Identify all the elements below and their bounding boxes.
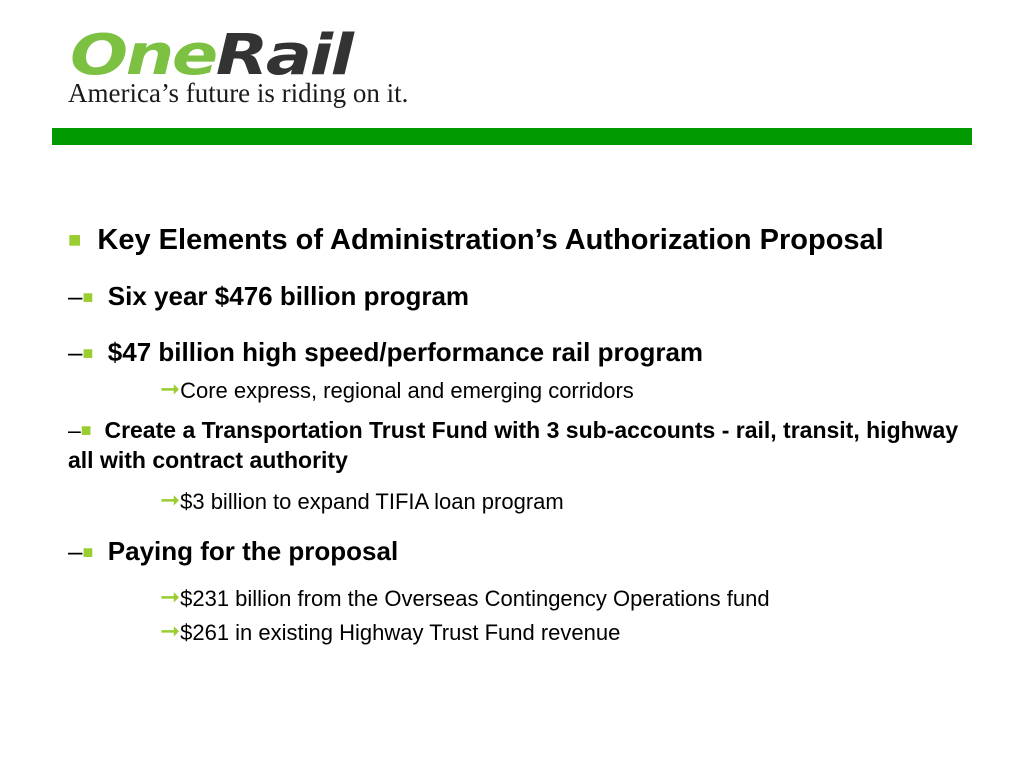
logo-wordmark (70, 23, 352, 88)
bullet-item-text: Six year $476 billion program (107, 281, 470, 311)
green-square-bullet-icon: ■ (80, 420, 92, 440)
sub-bullet-item-text: $3 billion to expand TIFIA loan program (180, 489, 564, 514)
green-square-bullet-icon: ■ (82, 542, 94, 562)
dash-icon: – (68, 417, 81, 443)
sub-bullet-item (160, 376, 968, 405)
dash-icon: – (68, 337, 83, 367)
header-divider (52, 128, 972, 145)
green-arrow-icon: ➞ (160, 618, 181, 645)
bullet-item (68, 280, 968, 313)
logo-wordmark-rail: Rail (215, 23, 352, 88)
sub-bullet-item (160, 584, 968, 613)
bullet-item-text: $47 billion high speed/performance rail program (107, 337, 704, 367)
green-arrow-icon: ➞ (160, 584, 181, 611)
bullet-item-text: Create a Transportation Trust Fund with 3 sub-accounts - rail, transit, highway all with contract authority (68, 417, 959, 473)
green-arrow-icon: ➞ (160, 376, 181, 403)
bullet-item (68, 415, 968, 475)
sub-bullet-item-text: $231 billion from the Overseas Contingency Operations fund (180, 586, 770, 611)
slide-heading (68, 222, 968, 258)
bullet-item (68, 336, 968, 369)
dash-icon: – (68, 281, 83, 311)
dash-icon: – (68, 536, 83, 566)
bullet-item-text: Paying for the proposal (107, 536, 399, 566)
sub-bullet-item (160, 487, 968, 516)
green-square-bullet-icon: ■ (82, 343, 94, 363)
bullet-item (68, 535, 968, 568)
logo-wordmark-one: One (70, 23, 216, 88)
slide-content (68, 222, 968, 647)
sub-bullet-item-text: $261 in existing Highway Trust Fund revenue (180, 620, 621, 645)
sub-bullet-item (160, 618, 968, 647)
green-arrow-icon: ➞ (160, 487, 181, 514)
logo-tagline: America’s future is riding on it. (68, 78, 409, 108)
green-square-bullet-icon: ■ (82, 287, 94, 307)
slide-heading-text: Key Elements of Administration’s Authorization Proposal (97, 224, 884, 256)
onerail-logo (68, 23, 528, 108)
green-square-bullet-icon: ■ (68, 227, 82, 252)
sub-bullet-item-text: Core express, regional and emerging corridors (180, 378, 634, 403)
